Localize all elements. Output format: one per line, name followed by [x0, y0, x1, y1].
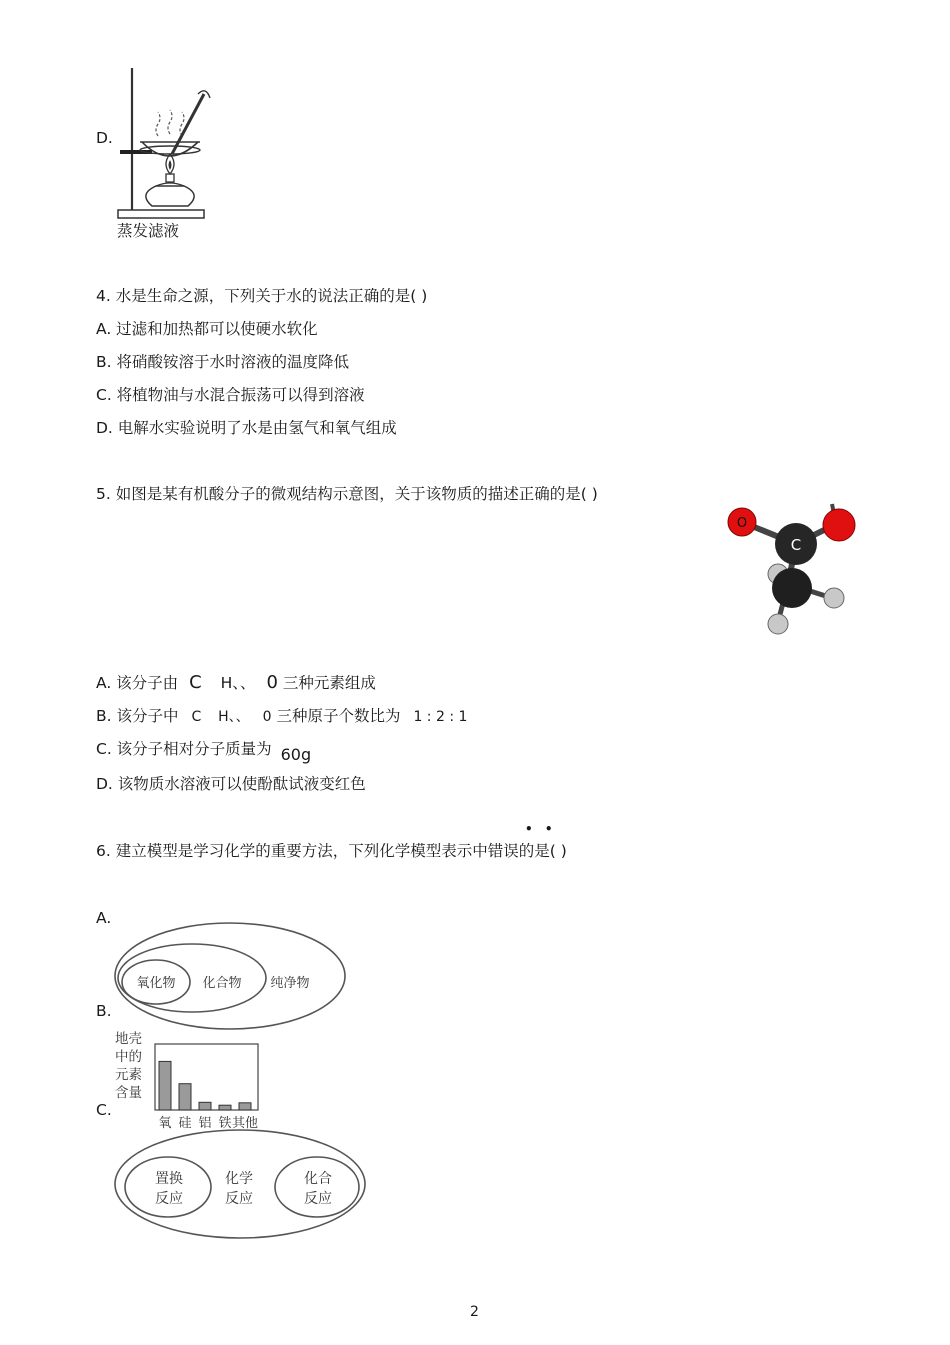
chart-bar [219, 1105, 231, 1110]
evaporation-apparatus-figure [112, 64, 214, 220]
acetic-acid-molecule-model [722, 500, 862, 636]
q5-option-a-h: H、、 [220, 674, 256, 692]
nested-set-diagram-a [112, 920, 352, 1032]
carbon-label: C [790, 536, 802, 554]
q5-option-c-value: 60g [280, 745, 312, 764]
crust-element-bar-chart [150, 1040, 270, 1132]
chart-y-label [115, 1030, 142, 1102]
q5-option-c-prefix: C. 该分子相对分子质量为 [96, 740, 272, 758]
q5-option-b-c: C [191, 709, 202, 725]
diagram-c-right-line2: 反应 [304, 1191, 332, 1207]
q5-option-b-ratio: 1 : 2 : 1 [413, 709, 468, 725]
q3-option-d-caption: 蒸发滤液 [117, 222, 180, 240]
q5-option-b-h: H、、 [218, 709, 250, 725]
q6-option-b-label: B. [96, 1002, 112, 1020]
oxygen-label: O [736, 516, 748, 531]
q6-option-c-label: C. [96, 1101, 112, 1119]
chart-category-label: 氧 [158, 1116, 172, 1131]
q5-option-a-suffix: 三种元素组成 [282, 674, 376, 692]
diagram-c-left-line1: 置换 [155, 1171, 183, 1187]
chart-bar [199, 1102, 211, 1110]
q5-option-a-o: 0 [266, 672, 278, 693]
chart-y-label-line: 含量 [115, 1085, 142, 1101]
q5-option-b-mid: 三种原子个数比为 [276, 707, 401, 725]
diagram-c-center-line1: 化学 [225, 1171, 253, 1187]
chart-category-label: 铝 [198, 1116, 212, 1131]
diagram-a-middle-label: 化合物 [202, 976, 242, 991]
chart-category-label: 硅 [178, 1116, 192, 1131]
page-number: 2 [470, 1304, 479, 1320]
diagram-c-right-line1: 化合 [304, 1171, 332, 1187]
q4-option-d: D. 电解水实验说明了水是由氢气和氧气组成 [96, 419, 397, 437]
chart-category-label: 铁 [218, 1116, 232, 1131]
q5-option-a-prefix: A. 该分子由 [96, 674, 179, 692]
diagram-a-inner-label: 氧化物 [136, 976, 176, 991]
chart-bar [159, 1061, 171, 1110]
q5-option-b-prefix: B. 该分子中 [96, 707, 179, 725]
q4-stem: 4. 水是生命之源，下列关于水的说法正确的是( ) [96, 287, 428, 305]
diagram-c-center-line2: 反应 [225, 1191, 253, 1207]
q5-option-a-c: C [189, 672, 202, 693]
q5-stem: 5. 如图是某有机酸分子的微观结构示意图，关于该物质的描述正确的是( ) [96, 485, 598, 503]
q5-option-d: D. 该物质水溶液可以使酚酞试液变红色 [96, 775, 366, 793]
chart-y-label-line: 中的 [115, 1049, 142, 1065]
q6-emphasis-dots: • • [525, 822, 557, 836]
q5-option-b [96, 706, 467, 727]
chart-category-label: 其他 [231, 1116, 259, 1131]
diagram-a-outer-label: 纯净物 [270, 976, 310, 991]
chart-y-label-line: 地壳 [115, 1031, 142, 1047]
q6-option-a-label: A. [96, 909, 112, 927]
chart-y-label-line: 元素 [115, 1067, 142, 1083]
q4-option-c: C. 将植物油与水混合振荡可以得到溶液 [96, 386, 365, 404]
chart-bar [179, 1084, 191, 1110]
q3-option-d-label: D. [96, 129, 113, 147]
q6-stem: 6. 建立模型是学习化学的重要方法，下列化学模型表示中错误的是( ) [96, 842, 567, 860]
diagram-c-left-line2: 反应 [155, 1191, 183, 1207]
q5-option-a [96, 673, 376, 693]
q4-option-a: A. 过滤和加热都可以使硬水软化 [96, 320, 318, 338]
q4-option-b: B. 将硝酸铵溶于水时溶液的温度降低 [96, 353, 349, 371]
chart-bar [239, 1103, 251, 1110]
q5-option-c [96, 739, 312, 764]
q5-option-b-o: 0 [262, 709, 272, 725]
reaction-set-diagram-c [112, 1126, 370, 1242]
